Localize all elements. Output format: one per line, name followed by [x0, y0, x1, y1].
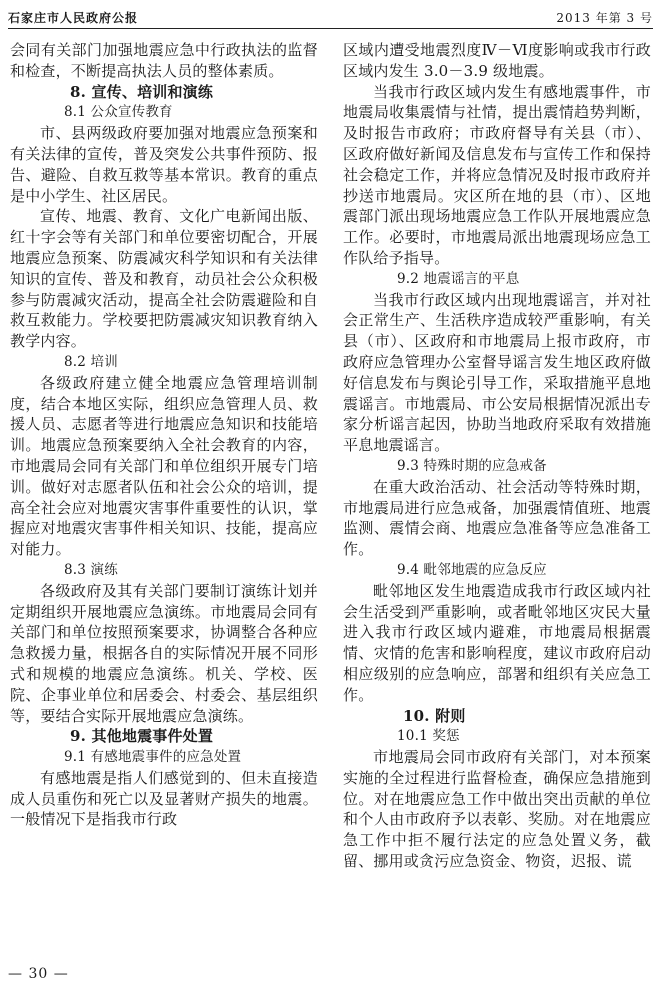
paragraph: 各级政府建立健全地震应急管理培训制度，结合本地区实际，组织应急管理人员、救援人员、志愿者等进行地震应急知识和技能培训。地震应急预案要纳入全社会教育的内容，市地震局会同有关部门和单位组织开展专门培训。做好对志愿者队伍和社会公众的培训，提高全社会应对地震灾害事件重要性的认识，掌握应对地震灾害事件相关知识、技能，提高应对能力。 [10, 373, 318, 559]
paragraph: 各级政府及其有关部门要制订演练计划并定期组织开展地震应急演练。市地震局会同有关部门和单位按照预案要求，协调整合各种应急救援力量，根据各自的实际情况开展不同形式和规模的地震应急演练。机关、学校、医院、企事业单位和居委会、村委会、基层组织等，要结合实际开展地震应急演练。 [10, 581, 318, 725]
paragraph: 有感地震是指人们感觉到的、但未直接造成人员重伤和死亡以及显著财产损失的地震。一般情况下是指我市行政 [10, 768, 318, 829]
paragraph: 在重大政治活动、社会活动等特殊时期，市地震局进行应急戒备，加强震情值班、地震监测、震情会商、地震应急准备等应急准备工作。 [343, 477, 651, 559]
page-number: — 30 — [8, 966, 69, 982]
publication-title: 石家庄市人民政府公报 [8, 10, 139, 25]
subsection-heading: 9.3 特殊时期的应急戒备 [397, 457, 547, 474]
paragraph: 市、县两级政府要加强对地震应急预案和有关法律的宣传，普及突发公共事件预防、报告、避险、自救互救等基本常识。教育的重点是中小学生、社区居民。 [10, 124, 318, 205]
paragraph: 区域内遭受地震烈度Ⅳ－Ⅵ度影响或我市行政区域内发生 3.0－3.9 级地震。 [343, 41, 651, 80]
paragraph: 当我市行政区域内发生有感地震事件，市地震局收集震情与社情，提出震情趋势判断，及时报告市政府；市政府督导有关县（市）、区政府做好新闻及信息发布与宣传工作和保持社会稳定工作，并将应急情况及时报市政府并抄送市地震局。灾区所在地的县（市）、区地震部门派出现场地震应急工作队开展地震应急工作。必要时，市地震局派出地震现场应急工作队给予指导。 [343, 82, 651, 267]
section-heading: 8. 宣传、培训和演练 [70, 82, 214, 101]
section-heading: 10. 附则 [403, 706, 466, 725]
subsection-heading: 9.4 毗邻地震的应急反应 [397, 561, 547, 578]
page-header [8, 6, 653, 29]
subsection-heading: 8.3 演练 [64, 561, 118, 578]
paragraph: 当我市行政区域内出现地震谣言，并对社会正常生产、生活秩序造成较严重影响，有关县（市）、区政府和市地震局上报市政府，市政府应急管理办公室督导谣言发生地区政府做好信息发布与舆论引导工作，采取措施平息地震谣言。市地震局、市公安局根据情况派出专家分析谣言起因，协助当地政府采取有效措施平息地震谣言。 [343, 290, 651, 455]
subsection-heading: 8.2 培训 [64, 353, 118, 370]
subsection-heading: 9.2 地震谣言的平息 [397, 270, 520, 287]
paragraph: 宣传、地震、教育、文化广电新闻出版、红十字会等有关部门和单位要密切配合，开展地震应急预案、防震减灾科学知识和有关法律知识的宣传、普及和教育，动员社会公众积极参与防震减灾活动，提高全社会防震避险和自救互救能力。学校要把防震减灾知识教育纳入教学内容。 [10, 207, 318, 351]
subsection-heading: 9.1 有感地震事件的应急处置 [64, 749, 242, 766]
paragraph: 市地震局会同市政府有关部门，对本预案实施的全过程进行监督检查，确保应急措施到位。对在地震应急工作中做出突出贡献的单位和个人由市政府予以表彰、奖励。对在地震应急工作中拒不履行法定的应急处置义务，截留、挪用或贪污应急资金、物资，迟报、谎 [343, 748, 651, 871]
issue-number: 2013 年第 3 号 [556, 10, 653, 25]
subsection-heading: 10.1 奖惩 [397, 728, 460, 745]
section-heading: 9. 其他地震事件处置 [70, 727, 214, 746]
right-column [343, 40, 651, 872]
paragraph: 会同有关部门加强地震应急中行政执法的监督和检查，不断提高执法人员的整体素质。 [10, 41, 318, 80]
paragraph: 毗邻地区发生地震造成我市行政区域内社会生活受到严重影响，或者毗邻地区灾民大量进入我市行政区域内避难，市地震局根据震情、灾情的危害和影响程度，建议市政府启动相应级别的应急响应，部署和组织有关应急工作。 [343, 581, 651, 704]
subsection-heading: 8.1 公众宣传教育 [64, 104, 173, 121]
left-column [10, 40, 318, 830]
